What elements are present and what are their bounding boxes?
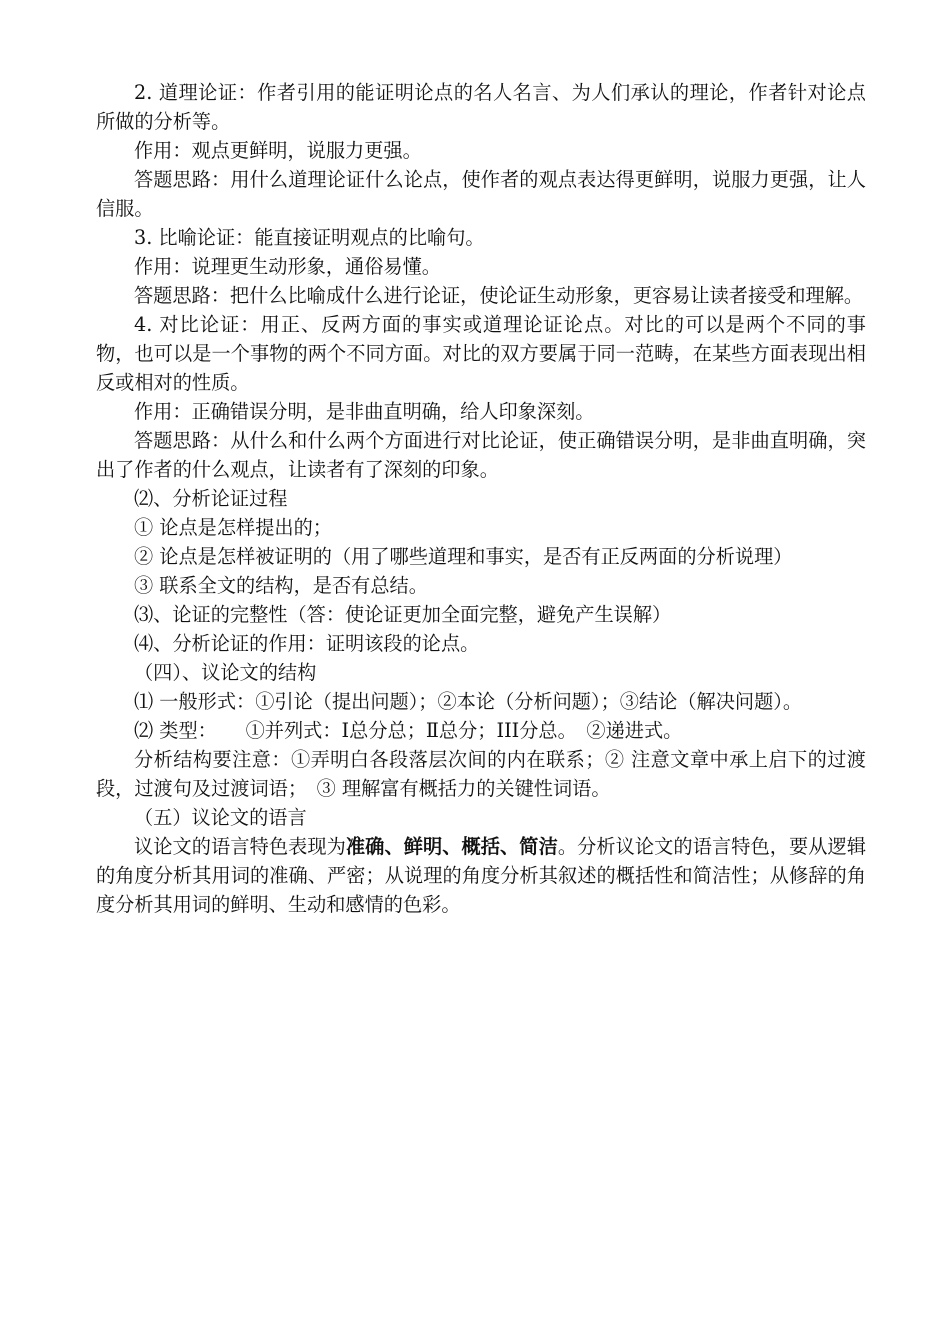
section-heading-language: （五）议论文的语言	[134, 806, 307, 829]
paragraph-contrast-effect: 作用：正确错误分明，是非曲直明确，给人印象深刻。	[134, 400, 595, 423]
list-item-structure-link: ③ 联系全文的结构，是否有总结。	[134, 574, 428, 597]
paragraph-metaphor-argument: 3. 比喻论证：能直接证明观点的比喻句。	[134, 226, 485, 249]
paragraph-metaphor-approach: 答题思路：把什么比喻成什么进行论证，使论证生动形象，更容易让读者接受和理解。	[134, 284, 864, 307]
paragraph-structure-types: ⑵ 类型： ①并列式：Ⅰ总分总；Ⅱ总分；III分总。 ②递进式。	[134, 719, 683, 742]
paragraph-reason-argument: 2. 道理论证：作者引用的能证明论点的名人名言、为人们承认的理论，作者针对论点所做的分析等。	[96, 81, 866, 133]
language-text-before: 议论文的语言特色表现为	[134, 835, 346, 858]
list-item-argument-raised: ① 论点是怎样提出的；	[134, 516, 332, 539]
language-text-after: 。分析议论文的语言特色，要从逻辑的角度分析其用词的准确、严密；从说理的角度分析其叙述的概括性和简洁性；从修辞的角度分析其用词的鲜明、生动和感情的色彩。	[96, 835, 867, 916]
heading-argument-process: ⑵、分析论证过程	[134, 487, 288, 510]
section-heading-structure: （四）、议论文的结构	[134, 661, 317, 684]
paragraph-reason-approach: 答题思路：用什么道理论证什么论点，使作者的观点表达得更鲜明，说服力更强，让人信服。	[96, 168, 866, 220]
paragraph-argument-completeness: ⑶、论证的完整性（答：使论证更加全面完整，避免产生误解）	[134, 603, 672, 626]
paragraph-contrast-argument: 4. 对比论证：用正、反两方面的事实或道理论证论点。对比的可以是两个不同的事物，也可以是一个事物的两个不同方面。对比的双方要属于同一范畴，在某些方面表现出相反或相对的性质。	[96, 313, 866, 394]
language-key-terms: 准确、鲜明、概括、简洁	[345, 835, 558, 858]
paragraph-structure-notes: 分析结构要注意：①弄明白各段落层次间的内在联系；② 注意文章中承上启下的过渡段，过渡句及过渡词语； ③ 理解富有概括力的关键性词语。	[96, 748, 866, 800]
paragraph-language-features	[96, 832, 866, 919]
paragraph-general-form: ⑴ 一般形式：①引论（提出问题）；②本论（分析问题）；③结论（解决问题）。	[134, 690, 803, 713]
paragraph-argument-function: ⑷、分析论证的作用：证明该段的论点。	[134, 632, 480, 655]
paragraph-metaphor-effect: 作用：说理更生动形象，通俗易懂。	[134, 255, 441, 278]
paragraph-contrast-approach: 答题思路：从什么和什么两个方面进行对比论证，使正确错误分明，是非曲直明确，突出了作者的什么观点，让读者有了深刻的印象。	[96, 429, 866, 481]
paragraph-reason-effect: 作用：观点更鲜明，说服力更强。	[134, 139, 422, 162]
document-body	[96, 78, 866, 919]
list-item-argument-proved: ② 论点是怎样被证明的（用了哪些道理和事实，是否有正反两面的分析说理）	[134, 545, 793, 568]
